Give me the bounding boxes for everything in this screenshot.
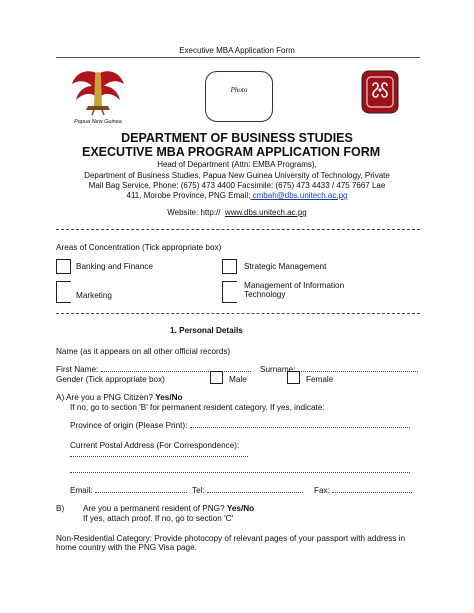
question-a-answer[interactable]: Yes/No — [155, 393, 183, 402]
personal-details-heading: 1. Personal Details — [170, 326, 243, 335]
fax-field[interactable] — [332, 492, 412, 493]
divider — [56, 313, 420, 314]
form-title: EXECUTIVE MBA PROGRAM APPLICATION FORM — [82, 145, 381, 159]
website-link[interactable]: www.dbs.unitech.ac.pg — [224, 208, 307, 217]
png-logo-caption: Papua New Guinea — [74, 119, 122, 125]
email-row — [70, 486, 187, 495]
postal-address-field-1[interactable] — [70, 456, 248, 457]
question-b-label: B) — [56, 504, 65, 513]
address-line-2: Department of Business Studies, Papua New Guinea University of Technology, Private — [84, 171, 390, 180]
question-a-note: If no, go to section 'B' for permanent resident category. If yes, indicate: — [70, 403, 325, 412]
fax-row — [314, 486, 412, 495]
male-checkbox[interactable] — [210, 371, 223, 384]
marketing-checkbox[interactable] — [56, 281, 71, 303]
unitech-shield-icon — [361, 70, 399, 114]
strategic-management-label: Strategic Management — [244, 262, 327, 271]
province-row — [70, 421, 410, 430]
first-name-field[interactable] — [101, 371, 251, 372]
name-note: Name (as it appears on all other official records) — [56, 347, 231, 356]
question-a — [56, 393, 183, 402]
address-line-4 — [0, 191, 474, 200]
marketing-label: Marketing — [76, 291, 112, 300]
non-residential-line-2: home country with the PNG Visa page. — [56, 543, 197, 552]
postal-row-2 — [70, 466, 410, 475]
strategic-management-checkbox[interactable] — [222, 259, 237, 274]
banking-finance-checkbox[interactable] — [56, 259, 71, 274]
surname-label: Surname: — [260, 365, 296, 374]
female-label: Female — [306, 375, 334, 384]
mis-technology-checkbox[interactable] — [222, 281, 237, 303]
banking-finance-label: Banking and Finance — [76, 262, 153, 271]
postal-label: Current Postal Address (For Correspondence): — [70, 441, 240, 450]
address-line-4-text: 411, Morobe Province, PNG Email; — [126, 191, 251, 200]
photo-box — [205, 71, 273, 122]
female-checkbox[interactable] — [287, 371, 300, 384]
divider — [56, 229, 420, 230]
png-emblem-logo — [68, 66, 128, 124]
address-line-3: Mail Bag Service, Phone: (675) 473 4400 Facsimile: (675) 473 4433 / 475 7667 Lae — [88, 181, 386, 190]
tel-label: Tel: — [192, 486, 205, 495]
province-field[interactable] — [190, 427, 410, 428]
question-b — [83, 504, 254, 513]
question-b-answer[interactable]: Yes/No — [226, 504, 255, 513]
mis-label-line2: Technology — [244, 290, 286, 299]
question-a-text: A) Are you a PNG Citizen? — [56, 393, 153, 402]
province-label: Province of origin (Please Print): — [70, 421, 188, 430]
surname-row — [260, 365, 418, 374]
male-label: Male — [229, 375, 247, 384]
postal-address-field-2[interactable] — [70, 472, 410, 473]
email-label: Email: — [70, 486, 93, 495]
header-rule — [56, 57, 420, 58]
website-line — [0, 208, 474, 217]
photo-label: Photo — [230, 86, 248, 94]
bird-of-paradise-icon — [68, 66, 128, 116]
non-residential-line-1: Non-Residential Category: Provide photocopy of relevant pages of your passport with address in — [56, 534, 406, 543]
address-line-1: Head of Department (Attn: EMBA Programs), — [157, 160, 317, 169]
surname-field[interactable] — [298, 371, 418, 372]
header-title: Executive MBA Application Form — [179, 46, 295, 55]
email-field[interactable] — [95, 492, 187, 493]
gender-label: Gender (Tick appropriate box) — [56, 375, 165, 384]
unitech-logo — [361, 70, 399, 114]
question-b-note: If yes, attach proof. If no, go to section 'C' — [83, 514, 234, 523]
website-label: Website: http:// — [167, 208, 221, 217]
tel-field[interactable] — [207, 492, 303, 493]
email-link[interactable]: cmbah@dbs.unitech.ac.pg — [250, 191, 348, 200]
question-b-text: Are you a permanent resident of PNG? — [83, 504, 225, 513]
tel-row — [192, 486, 303, 495]
mis-label-line1: Management of Information — [244, 281, 345, 290]
department-title: DEPARTMENT OF BUSINESS STUDIES — [121, 131, 353, 145]
concentration-heading: Areas of Concentration (Tick appropriate box) — [56, 243, 222, 252]
postal-row-1 — [70, 450, 248, 459]
first-name-label: First Name: — [56, 365, 99, 374]
fax-label: Fax: — [314, 486, 330, 495]
